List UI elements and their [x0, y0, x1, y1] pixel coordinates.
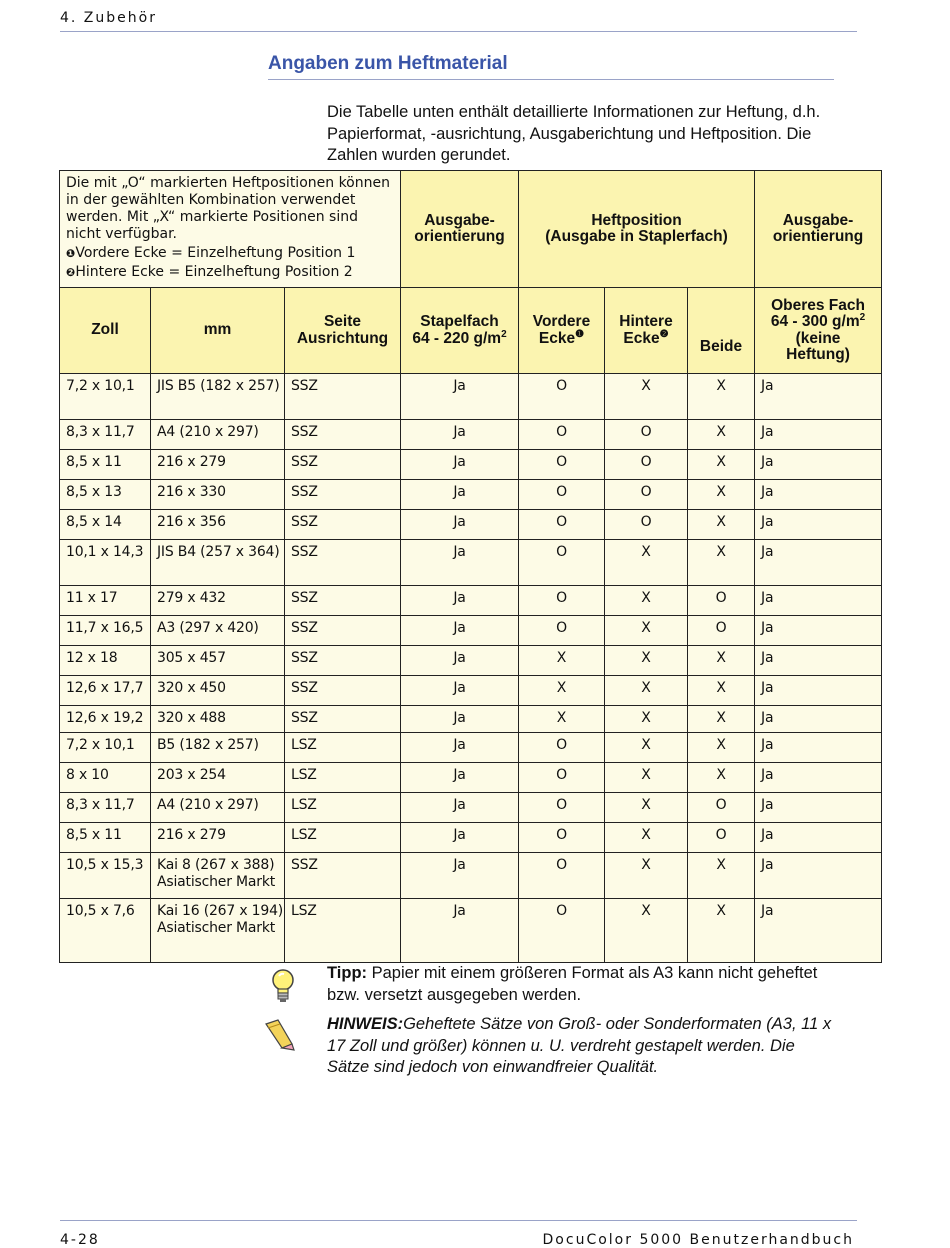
- cell-mm: A3 (297 x 420): [151, 616, 285, 646]
- cell-both: X: [688, 706, 755, 733]
- group-header-output-orientation-2: Ausgabe- orientierung: [755, 171, 882, 288]
- cell-side: LSZ: [285, 763, 401, 793]
- cell-inch: 7,2 x 10,1: [60, 374, 151, 420]
- cell-both: O: [688, 616, 755, 646]
- marker-2-icon: ❷: [659, 328, 669, 340]
- tip-label: Tipp:: [327, 964, 368, 982]
- cell-side: SSZ: [285, 374, 401, 420]
- cell-both: X: [688, 540, 755, 586]
- cell-front-corner: O: [519, 733, 605, 763]
- col-header-inch: Zoll: [60, 288, 151, 374]
- col-header-top-tray: Oberes Fach 64 - 300 $g/m^2$ (keine Heftung): [755, 288, 882, 374]
- cell-top-tray: Ja: [755, 733, 882, 763]
- group-header-output-orientation: Ausgabe- orientierung: [401, 171, 519, 288]
- cell-top-tray: Ja: [755, 480, 882, 510]
- cell-inch: 12 x 18: [60, 646, 151, 676]
- cell-front-corner: O: [519, 450, 605, 480]
- cell-mm: A4 (210 x 297): [151, 793, 285, 823]
- cell-side: SSZ: [285, 676, 401, 706]
- cell-stacker: Ja: [401, 823, 519, 853]
- legend-item-rear: $^❷$Hintere Ecke = Einzelheftung Position 2: [66, 264, 353, 280]
- cell-front-corner: X: [519, 706, 605, 733]
- cell-stacker: Ja: [401, 586, 519, 616]
- cell-stacker: Ja: [401, 450, 519, 480]
- cell-stacker: Ja: [401, 646, 519, 676]
- lightbulb-icon: [270, 968, 296, 1006]
- cell-inch: 11,7 x 16,5: [60, 616, 151, 646]
- cell-rear-corner: X: [605, 540, 688, 586]
- cell-stacker: Ja: [401, 676, 519, 706]
- table-row: [60, 616, 882, 646]
- page-number: 4-28: [60, 1232, 100, 1248]
- table-row: [60, 540, 882, 586]
- book-title: DocuColor 5000 Benutzerhandbuch: [542, 1232, 854, 1248]
- cell-mm: A4 (210 x 297): [151, 420, 285, 450]
- cell-both: X: [688, 646, 755, 676]
- cell-inch: 8 x 10: [60, 763, 151, 793]
- marker-1-icon: ❶: [66, 247, 76, 260]
- table-row: [60, 853, 882, 899]
- cell-rear-corner: X: [605, 616, 688, 646]
- cell-side: SSZ: [285, 706, 401, 733]
- table-row: [60, 420, 882, 450]
- table-row: [60, 706, 882, 733]
- cell-both: X: [688, 676, 755, 706]
- cell-front-corner: O: [519, 374, 605, 420]
- cell-inch: 8,5 x 11: [60, 823, 151, 853]
- cell-top-tray: Ja: [755, 763, 882, 793]
- cell-rear-corner: X: [605, 853, 688, 899]
- cell-front-corner: O: [519, 510, 605, 540]
- cell-rear-corner: X: [605, 763, 688, 793]
- table-row: [60, 793, 882, 823]
- table-row: [60, 646, 882, 676]
- col-header-both: Beide: [688, 288, 755, 374]
- cell-both: O: [688, 793, 755, 823]
- cell-side: SSZ: [285, 853, 401, 899]
- cell-stacker: Ja: [401, 899, 519, 963]
- cell-stacker: Ja: [401, 480, 519, 510]
- legend-cell: [60, 171, 401, 288]
- cell-side: SSZ: [285, 616, 401, 646]
- cell-front-corner: O: [519, 616, 605, 646]
- cell-top-tray: Ja: [755, 586, 882, 616]
- cell-both: O: [688, 586, 755, 616]
- cell-both: X: [688, 450, 755, 480]
- cell-top-tray: Ja: [755, 374, 882, 420]
- cell-mm: 216 x 279: [151, 450, 285, 480]
- legend-text: Die mit „O“ markierten Heftpositionen können in der gewählten Kombination verwendet werden. Mit „X“ markierte Positionen sind nicht verfügbar.: [66, 175, 390, 242]
- cell-inch: 8,3 x 11,7: [60, 793, 151, 823]
- cell-front-corner: O: [519, 853, 605, 899]
- cell-front-corner: O: [519, 586, 605, 616]
- cell-front-corner: O: [519, 899, 605, 963]
- cell-both: X: [688, 733, 755, 763]
- cell-side: SSZ: [285, 586, 401, 616]
- cell-top-tray: Ja: [755, 706, 882, 733]
- footer-divider: [60, 1220, 857, 1221]
- cell-stacker: Ja: [401, 540, 519, 586]
- cell-side: LSZ: [285, 733, 401, 763]
- cell-top-tray: Ja: [755, 450, 882, 480]
- table-row: [60, 450, 882, 480]
- cell-mm: 216 x 356: [151, 510, 285, 540]
- cell-top-tray: Ja: [755, 540, 882, 586]
- cell-rear-corner: X: [605, 733, 688, 763]
- marker-2-icon: ❷: [66, 266, 76, 279]
- cell-mm: 320 x 450: [151, 676, 285, 706]
- cell-both: X: [688, 899, 755, 963]
- cell-stacker: Ja: [401, 853, 519, 899]
- col-header-stacker: Stapelfach 64 - 220 $g/m^2$: [401, 288, 519, 374]
- cell-top-tray: Ja: [755, 676, 882, 706]
- table-row: [60, 733, 882, 763]
- table-body: [60, 374, 882, 963]
- cell-mm: Kai 8 (267 x 388) Asiatischer Markt: [151, 853, 285, 899]
- cell-inch: 10,5 x 7,6: [60, 899, 151, 963]
- cell-top-tray: Ja: [755, 823, 882, 853]
- cell-top-tray: Ja: [755, 616, 882, 646]
- header-divider: [60, 31, 857, 32]
- cell-top-tray: Ja: [755, 899, 882, 963]
- cell-side: SSZ: [285, 480, 401, 510]
- cell-front-corner: O: [519, 793, 605, 823]
- cell-rear-corner: O: [605, 450, 688, 480]
- cell-both: X: [688, 763, 755, 793]
- cell-top-tray: Ja: [755, 646, 882, 676]
- cell-mm: 216 x 330: [151, 480, 285, 510]
- cell-both: X: [688, 853, 755, 899]
- cell-both: X: [688, 510, 755, 540]
- cell-inch: 10,5 x 15,3: [60, 853, 151, 899]
- cell-rear-corner: X: [605, 586, 688, 616]
- cell-rear-corner: X: [605, 823, 688, 853]
- note-paragraph: [327, 1014, 832, 1079]
- cell-both: X: [688, 480, 755, 510]
- cell-inch: 8,5 x 14: [60, 510, 151, 540]
- table-row: [60, 763, 882, 793]
- cell-rear-corner: O: [605, 480, 688, 510]
- cell-stacker: Ja: [401, 733, 519, 763]
- cell-stacker: Ja: [401, 374, 519, 420]
- cell-mm: JIS B5 (182 x 257): [151, 374, 285, 420]
- table-row: [60, 480, 882, 510]
- col-header-side: Seite Ausrichtung: [285, 288, 401, 374]
- cell-front-corner: O: [519, 763, 605, 793]
- marker-1-icon: ❶: [575, 328, 585, 340]
- cell-front-corner: X: [519, 676, 605, 706]
- table-row: [60, 676, 882, 706]
- cell-rear-corner: O: [605, 420, 688, 450]
- cell-inch: 11 x 17: [60, 586, 151, 616]
- cell-top-tray: Ja: [755, 510, 882, 540]
- cell-side: SSZ: [285, 420, 401, 450]
- cell-inch: 7,2 x 10,1: [60, 733, 151, 763]
- col-header-rear-corner: Hintere Ecke$^❷$: [605, 288, 688, 374]
- cell-inch: 8,5 x 13: [60, 480, 151, 510]
- cell-side: LSZ: [285, 823, 401, 853]
- cell-mm: Kai 16 (267 x 194) Asiatischer Markt: [151, 899, 285, 963]
- cell-front-corner: O: [519, 480, 605, 510]
- cell-inch: 8,3 x 11,7: [60, 420, 151, 450]
- cell-stacker: Ja: [401, 763, 519, 793]
- cell-mm: B5 (182 x 257): [151, 733, 285, 763]
- cell-top-tray: Ja: [755, 853, 882, 899]
- intro-paragraph: Die Tabelle unten enthält detaillierte Informationen zur Heftung, d.h. Papierformat, -ausrichtung, Ausgaberichtung und Heftposition. Die Zahlen wurden gerundet.: [327, 103, 821, 164]
- cell-both: X: [688, 374, 755, 420]
- cell-mm: 203 x 254: [151, 763, 285, 793]
- tip-text: Papier mit einem größeren Format als A3 kann nicht geheftet bzw. versetzt ausgegeben werden.: [327, 964, 818, 1004]
- cell-stacker: Ja: [401, 420, 519, 450]
- col-header-mm: mm: [151, 288, 285, 374]
- cell-rear-corner: O: [605, 510, 688, 540]
- cell-inch: 10,1 x 14,3: [60, 540, 151, 586]
- cell-front-corner: O: [519, 420, 605, 450]
- table-row: [60, 586, 882, 616]
- pencil-note-icon: [262, 1018, 296, 1052]
- note-label: HINWEIS:: [327, 1015, 404, 1033]
- cell-side: SSZ: [285, 646, 401, 676]
- cell-side: LSZ: [285, 793, 401, 823]
- col-header-front-corner: Vordere Ecke$^❶$: [519, 288, 605, 374]
- cell-mm: 305 x 457: [151, 646, 285, 676]
- cell-both: X: [688, 420, 755, 450]
- cell-rear-corner: X: [605, 374, 688, 420]
- cell-mm: 320 x 488: [151, 706, 285, 733]
- cell-stacker: Ja: [401, 616, 519, 646]
- cell-rear-corner: X: [605, 646, 688, 676]
- cell-stacker: Ja: [401, 706, 519, 733]
- cell-inch: 12,6 x 19,2: [60, 706, 151, 733]
- cell-rear-corner: X: [605, 676, 688, 706]
- cell-both: O: [688, 823, 755, 853]
- cell-side: SSZ: [285, 540, 401, 586]
- legend-item-front: $^❶$Vordere Ecke = Einzelheftung Position 1: [66, 245, 356, 261]
- cell-front-corner: O: [519, 540, 605, 586]
- title-divider: [268, 79, 834, 80]
- table-row: [60, 899, 882, 963]
- cell-rear-corner: X: [605, 899, 688, 963]
- table-row: [60, 374, 882, 420]
- cell-rear-corner: X: [605, 793, 688, 823]
- table-row: [60, 823, 882, 853]
- cell-stacker: Ja: [401, 510, 519, 540]
- cell-mm: 279 x 432: [151, 586, 285, 616]
- staple-spec-table: [59, 170, 882, 963]
- cell-rear-corner: X: [605, 706, 688, 733]
- cell-mm: JIS B4 (257 x 364): [151, 540, 285, 586]
- cell-front-corner: X: [519, 646, 605, 676]
- cell-mm: 216 x 279: [151, 823, 285, 853]
- cell-side: SSZ: [285, 450, 401, 480]
- chapter-header: 4. Zubehör: [60, 10, 157, 26]
- cell-side: SSZ: [285, 510, 401, 540]
- section-title: Angaben zum Heftmaterial: [268, 53, 508, 74]
- cell-stacker: Ja: [401, 793, 519, 823]
- note-text: Geheftete Sätze von Groß- oder Sonderformaten (A3, 11 x 17 Zoll und größer) können u. U. verdreht gestapelt werden. Die Sätze sind jedoch von einwandfreier Qualität.: [327, 1015, 832, 1076]
- tip-paragraph: [327, 963, 827, 1006]
- cell-top-tray: Ja: [755, 420, 882, 450]
- cell-inch: 8,5 x 11: [60, 450, 151, 480]
- table-row: [60, 510, 882, 540]
- cell-inch: 12,6 x 17,7: [60, 676, 151, 706]
- cell-front-corner: O: [519, 823, 605, 853]
- cell-side: LSZ: [285, 899, 401, 963]
- group-header-staple-position: Heftposition (Ausgabe in Staplerfach): [519, 171, 755, 288]
- cell-top-tray: Ja: [755, 793, 882, 823]
